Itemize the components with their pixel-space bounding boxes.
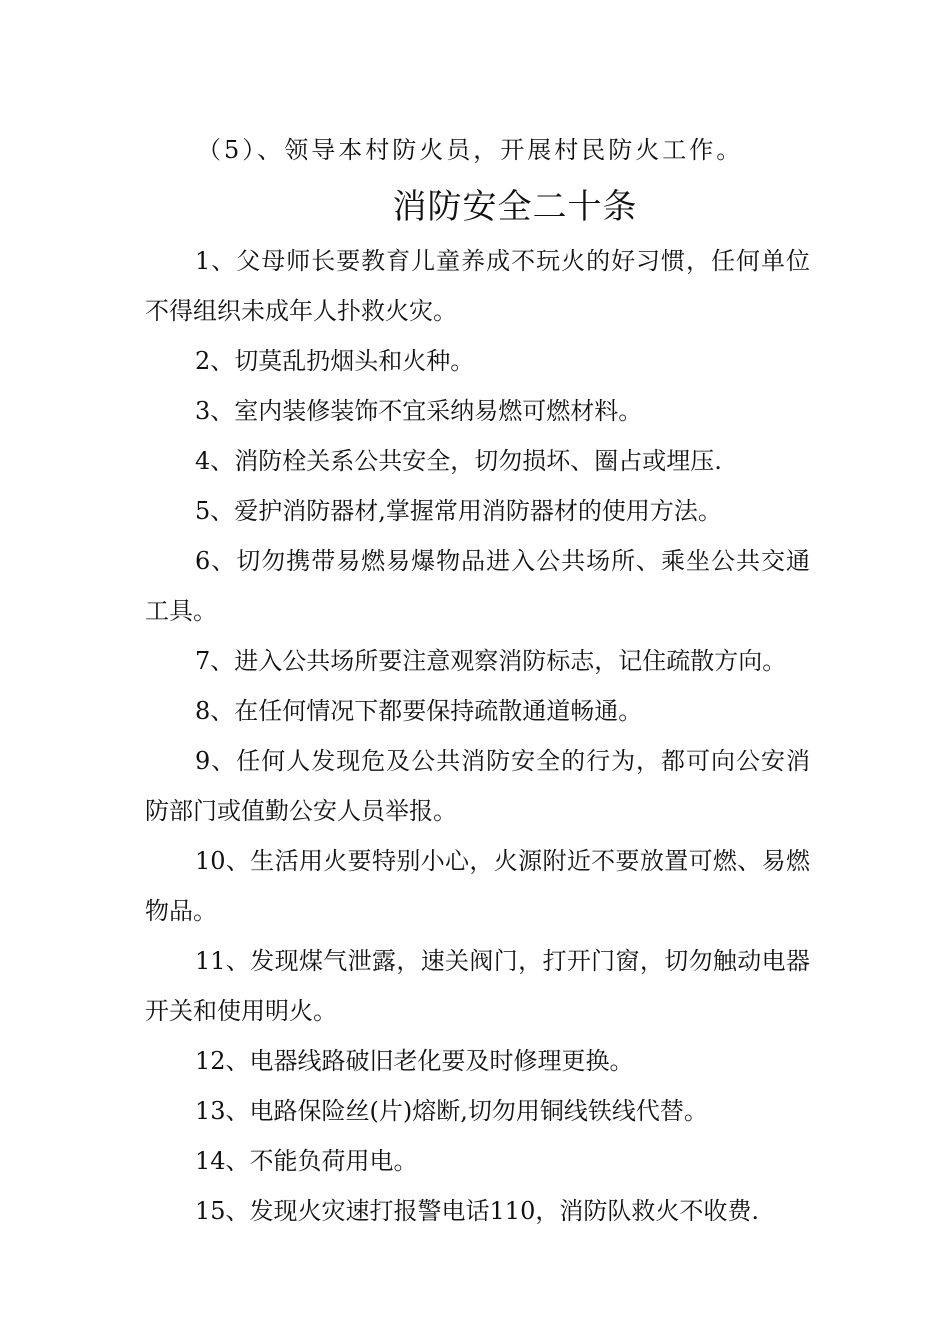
rules-list	[145, 236, 810, 1236]
rule-item: 9、任何人发现危及公共消防安全的行为，都可向公安消防部门或值勤公安人员举报。	[145, 747, 810, 825]
rule-item: 2、切莫乱扔烟头和火种。	[195, 347, 475, 375]
rule-item: 10、生活用火要特别小心，火源附近不要放置可燃、易燃物品。	[145, 847, 810, 925]
intro-line: （5）、领导本村防火员，开展村民防火工作。	[197, 136, 744, 164]
rule-item: 1、父母师长要教育儿童养成不玩火的好习惯，任何单位不得组织未成年人扑救火灾。	[145, 247, 810, 325]
rule-item: 7、进入公共场所要注意观察消防标志，记住疏散方向。	[195, 647, 787, 675]
rule-item: 5、爱护消防器材,掌握常用消防器材的使用方法。	[195, 497, 722, 525]
rule-item: 11、发现煤气泄露，速关阀门，打开门窗，切勿触动电器开关和使用明火。	[145, 947, 810, 1025]
document-title: 消防安全二十条	[392, 187, 638, 227]
rule-item: 13、电路保险丝(片)熔断,切勿用铜线铁线代替。	[195, 1097, 708, 1125]
rule-item: 8、在任何情况下都要保持疏散通道畅通。	[195, 697, 643, 725]
rule-item: 6、切勿携带易燃易爆物品进入公共场所、乘坐公共交通工具。	[145, 547, 810, 625]
rule-item: 15、发现火灾速打报警电话110，消防队救火不收费.	[195, 1197, 759, 1225]
rule-item: 4、消防栓关系公共安全，切勿损坏、圈占或埋压.	[195, 447, 722, 475]
rule-item: 3、室内装修装饰不宜采纳易燃可燃材料。	[195, 397, 643, 425]
rule-item: 14、不能负荷用电。	[195, 1147, 418, 1175]
rule-item: 12、电器线路破旧老化要及时修理更换。	[195, 1047, 634, 1075]
